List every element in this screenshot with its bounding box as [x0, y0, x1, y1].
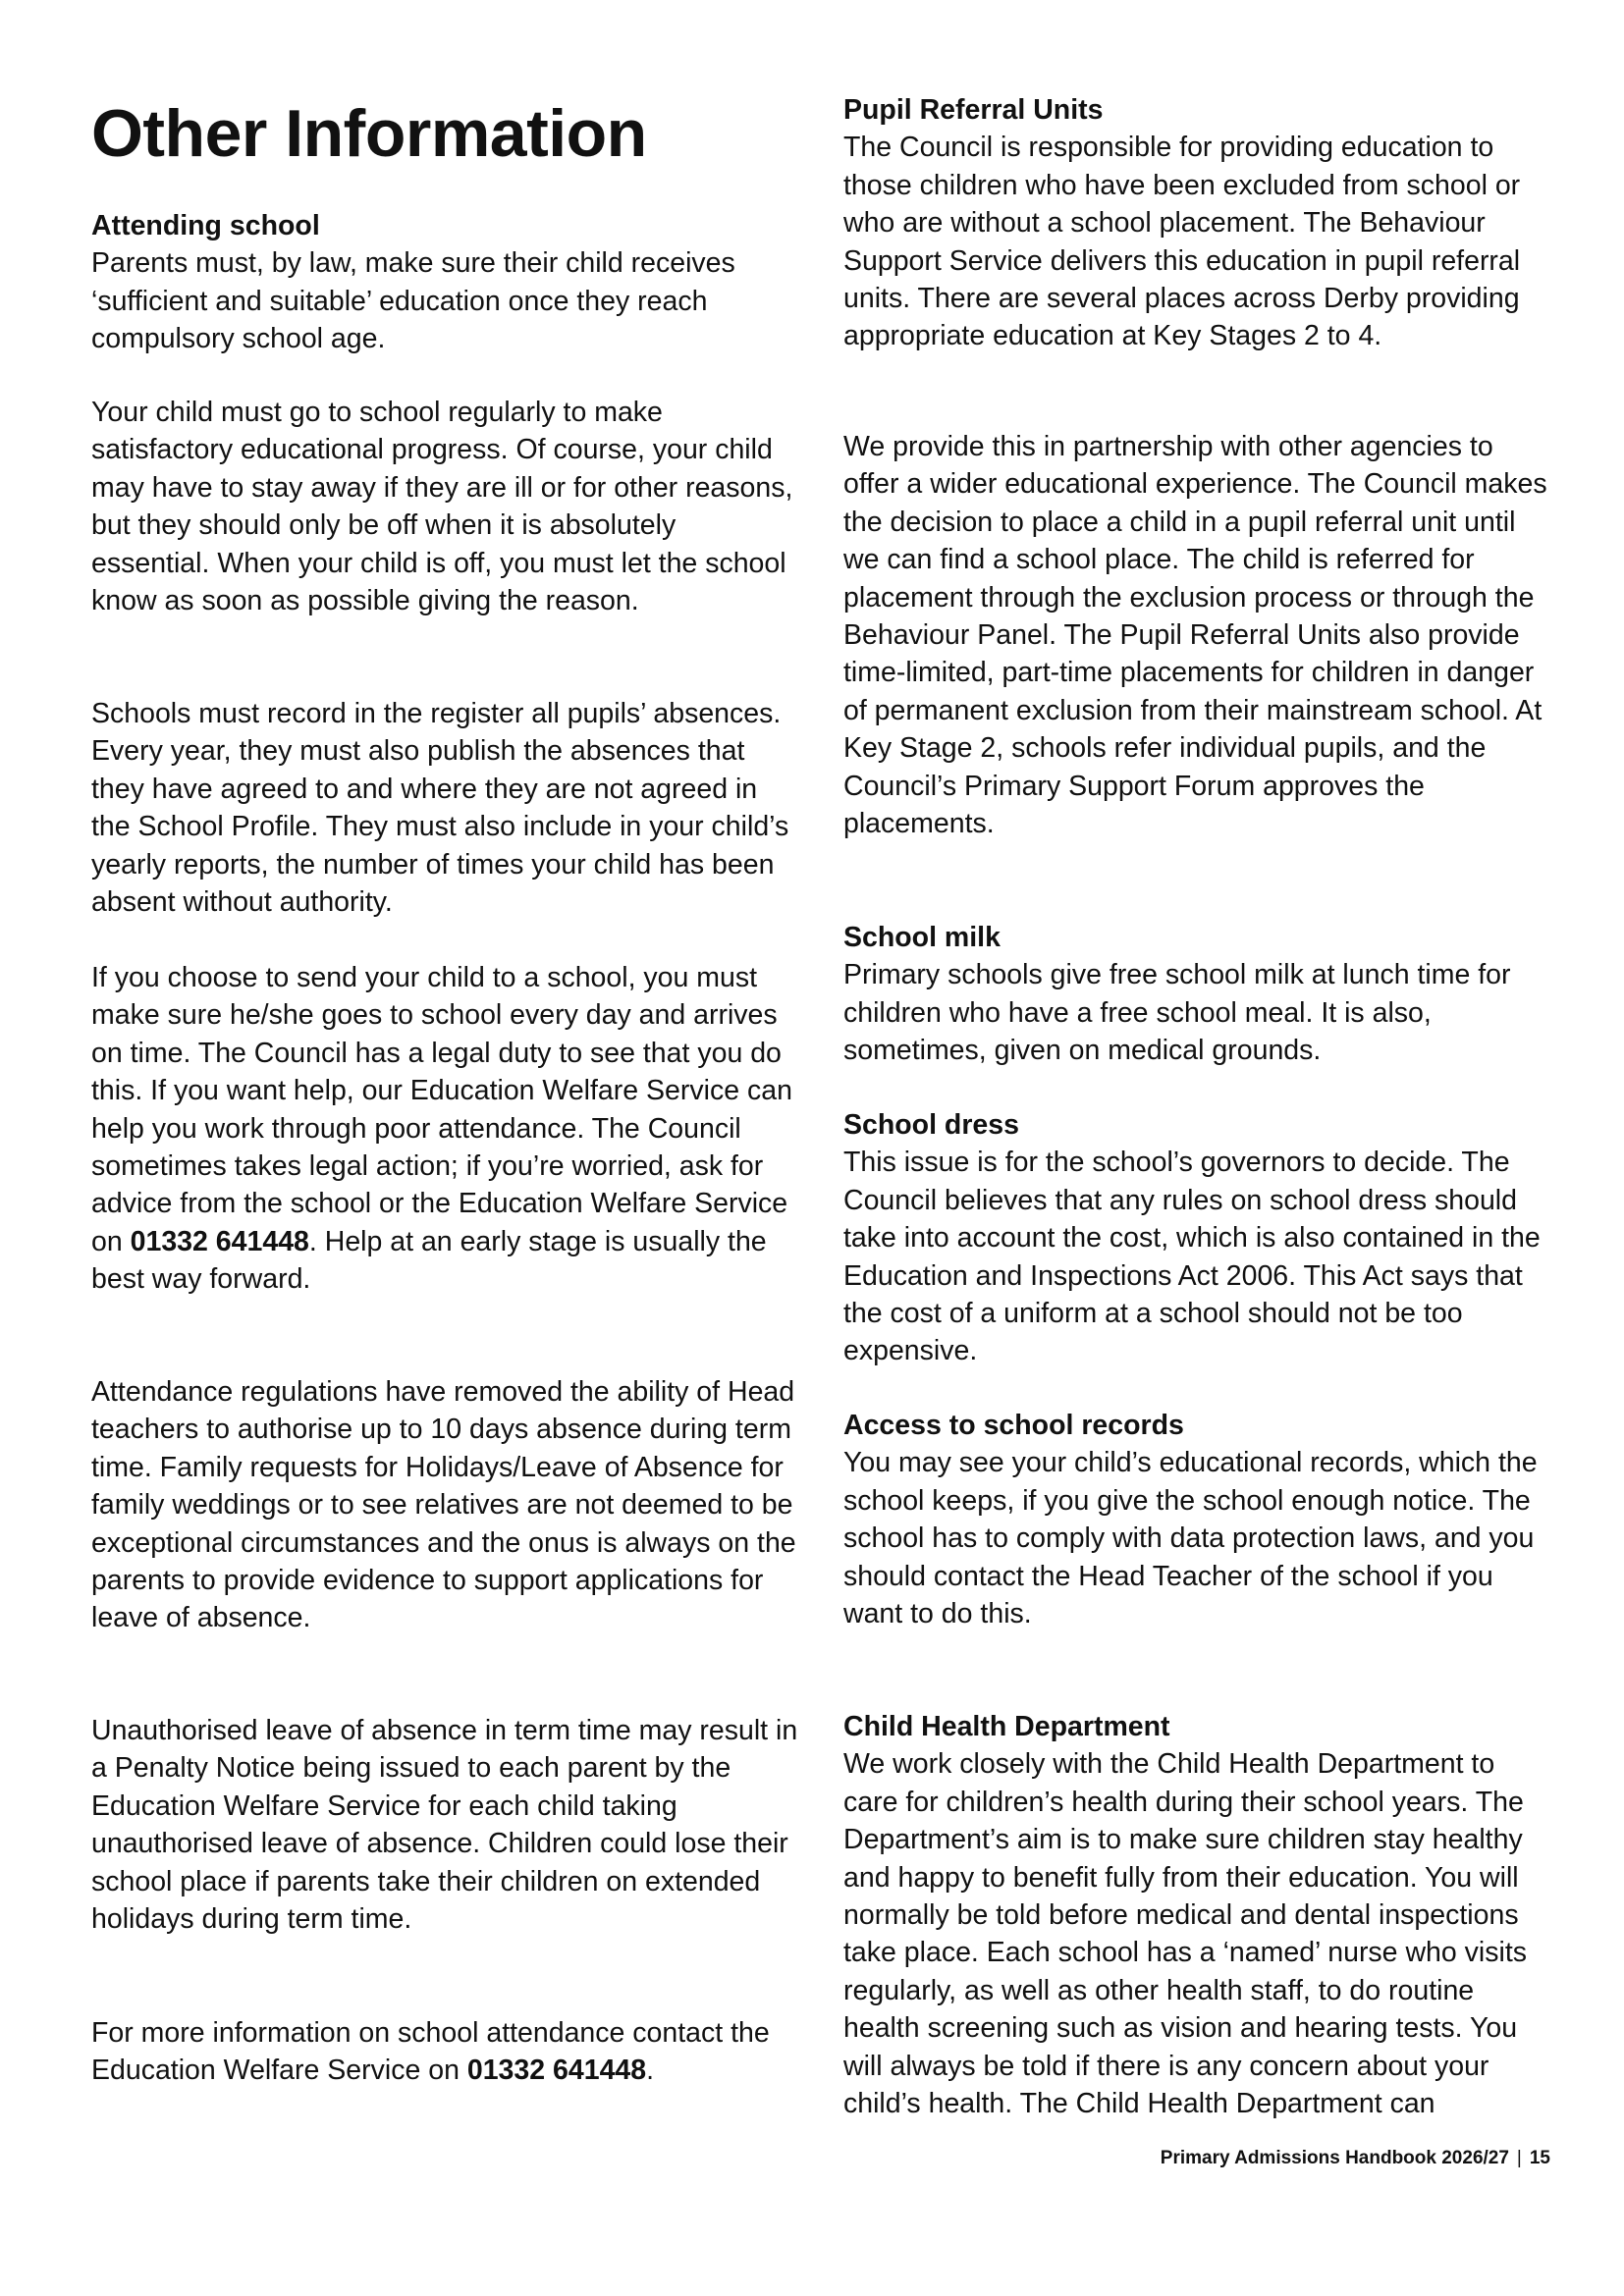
pru-paragraph-2: We provide this in partnership with other agencies to offer a wider educational experience. The Council makes the decision to place a child in a pupil referral unit until we can find a school place. The child is referred for placement through the exclusion process or through the Behaviour Panel. The Pupil Referral Units also provide time-limited, part-time placements for children in danger of permanent exclusion from their mainstream school. At Key Stage 2, schools refer individual pupils, and the Council’s Primary Support Forum approves the placements.: [843, 431, 1547, 840]
attending-paragraph-5: Attendance regulations have removed the ability of Head teachers to authorise up to 10 days absence during term time. Family requests for Holidays/Leave of Absence for family weddings or to see relatives are not deemed to be exceptional circumstances and the onus is always on the parents to provide evidence to support applications for leave of absence.: [91, 1376, 796, 1634]
education-welfare-phone: 01332 641448: [130, 1225, 309, 1257]
attending-paragraph-4: If you choose to send your child to a school, you must make sure he/she goes to school every day and arrives on time. The Council has a legal duty to see that you do this. If you want help, our Education Welfare Service can help you work through poor attendance. The Council sometimes takes legal action; if you’re worried, ask for advice from the school or the Education Welfare Service on 01332 641448. Help at an early stage is usually the best way forward.: [91, 962, 792, 1296]
child-health-heading: Child Health Department: [843, 1711, 1170, 1742]
school-milk-heading: School milk: [843, 922, 1001, 953]
footer-handbook-title: Primary Admissions Handbook 2026/27: [1160, 2148, 1509, 2168]
pupil-referral-units-section: [843, 91, 1550, 355]
footer-separator: |: [1516, 2148, 1522, 2168]
pru-paragraph-1: The Council is responsible for providing education to those children who have been excluded from school or who are without a school placement. The Behaviour Support Service delivers this education in pupil referral units. There are several places across Derby providing appropriate education at Key Stages 2 to 4.: [843, 132, 1521, 352]
school-dress-section: [843, 1106, 1550, 1370]
attending-paragraph-3: Schools must record in the register all pupils’ absences. Every year, they must also publish the absences that they have agreed to and where they are not agreed in the School Profile. They must also include in your child’s yearly reports, the number of times your child has been absent without authority.: [91, 698, 789, 919]
child-health-paragraph: We work closely with the Child Health Department to care for children’s health during their school years. The Department’s aim is to make sure children stay healthy and happy to benefit fully from their education. You will normally be told before medical and dental inspections take place. Each school has a ‘named’ nurse who visits regularly, as well as other health staff, to do routine health screening such as vision and hearing tests. You will always be told if there is any concern about your child’s health. The Child Health Department can: [843, 1748, 1527, 2120]
school-milk-section: [843, 919, 1550, 1070]
page-number: 15: [1529, 2148, 1550, 2168]
school-dress-paragraph: This issue is for the school’s governors to decide. The Council believes that any rules on school dress should take into account the cost, which is also contained in the Education and Inspections Act 2006. This Act says that the cost of a uniform at a school should not be too expensive.: [843, 1147, 1541, 1367]
pupil-referral-units-heading: Pupil Referral Units: [843, 94, 1104, 126]
school-milk-paragraph: Primary schools give free school milk at lunch time for children who have a free school meal. It is also, sometimes, given on medical grounds.: [843, 959, 1511, 1067]
page-title: Other Information: [91, 96, 647, 171]
school-records-paragraph: You may see your child’s educational records, which the school keeps, if you give the school enough notice. The school has to comply with data protection laws, and you should contact the Head Teacher of the school if you want to do this.: [843, 1447, 1538, 1630]
attending-paragraph-1: Parents must, by law, make sure their child receives ‘sufficient and suitable’ education once they reach compulsory school age.: [91, 247, 735, 355]
attending-paragraph-2: Your child must go to school regularly to make satisfactory educational progress. Of course, your child may have to stay away if they are ill or for other reasons, but they should only be off when it is absolutely essential. When your child is off, you must let the school know as soon as possible giving the reason.: [91, 397, 793, 617]
attending-paragraph-6: Unauthorised leave of absence in term time may result in a Penalty Notice being issued to each parent by the Education Welfare Service for each child taking unauthorised leave of absence. Children could lose their school place if parents take their children on extended holidays during term time.: [91, 1715, 798, 1936]
attending-paragraph-7: For more information on school attendance contact the Education Welfare Service on 01332 641448.: [91, 2017, 770, 2087]
child-health-section: [843, 1708, 1550, 2122]
attending-school-section: [91, 207, 798, 358]
school-records-heading: Access to school records: [843, 1410, 1184, 1441]
attending-school-heading: Attending school: [91, 210, 320, 241]
page-footer: [1161, 2148, 1550, 2169]
school-dress-heading: School dress: [843, 1109, 1019, 1141]
education-welfare-phone-2: 01332 641448: [466, 2055, 647, 2087]
school-records-section: [843, 1407, 1550, 1632]
